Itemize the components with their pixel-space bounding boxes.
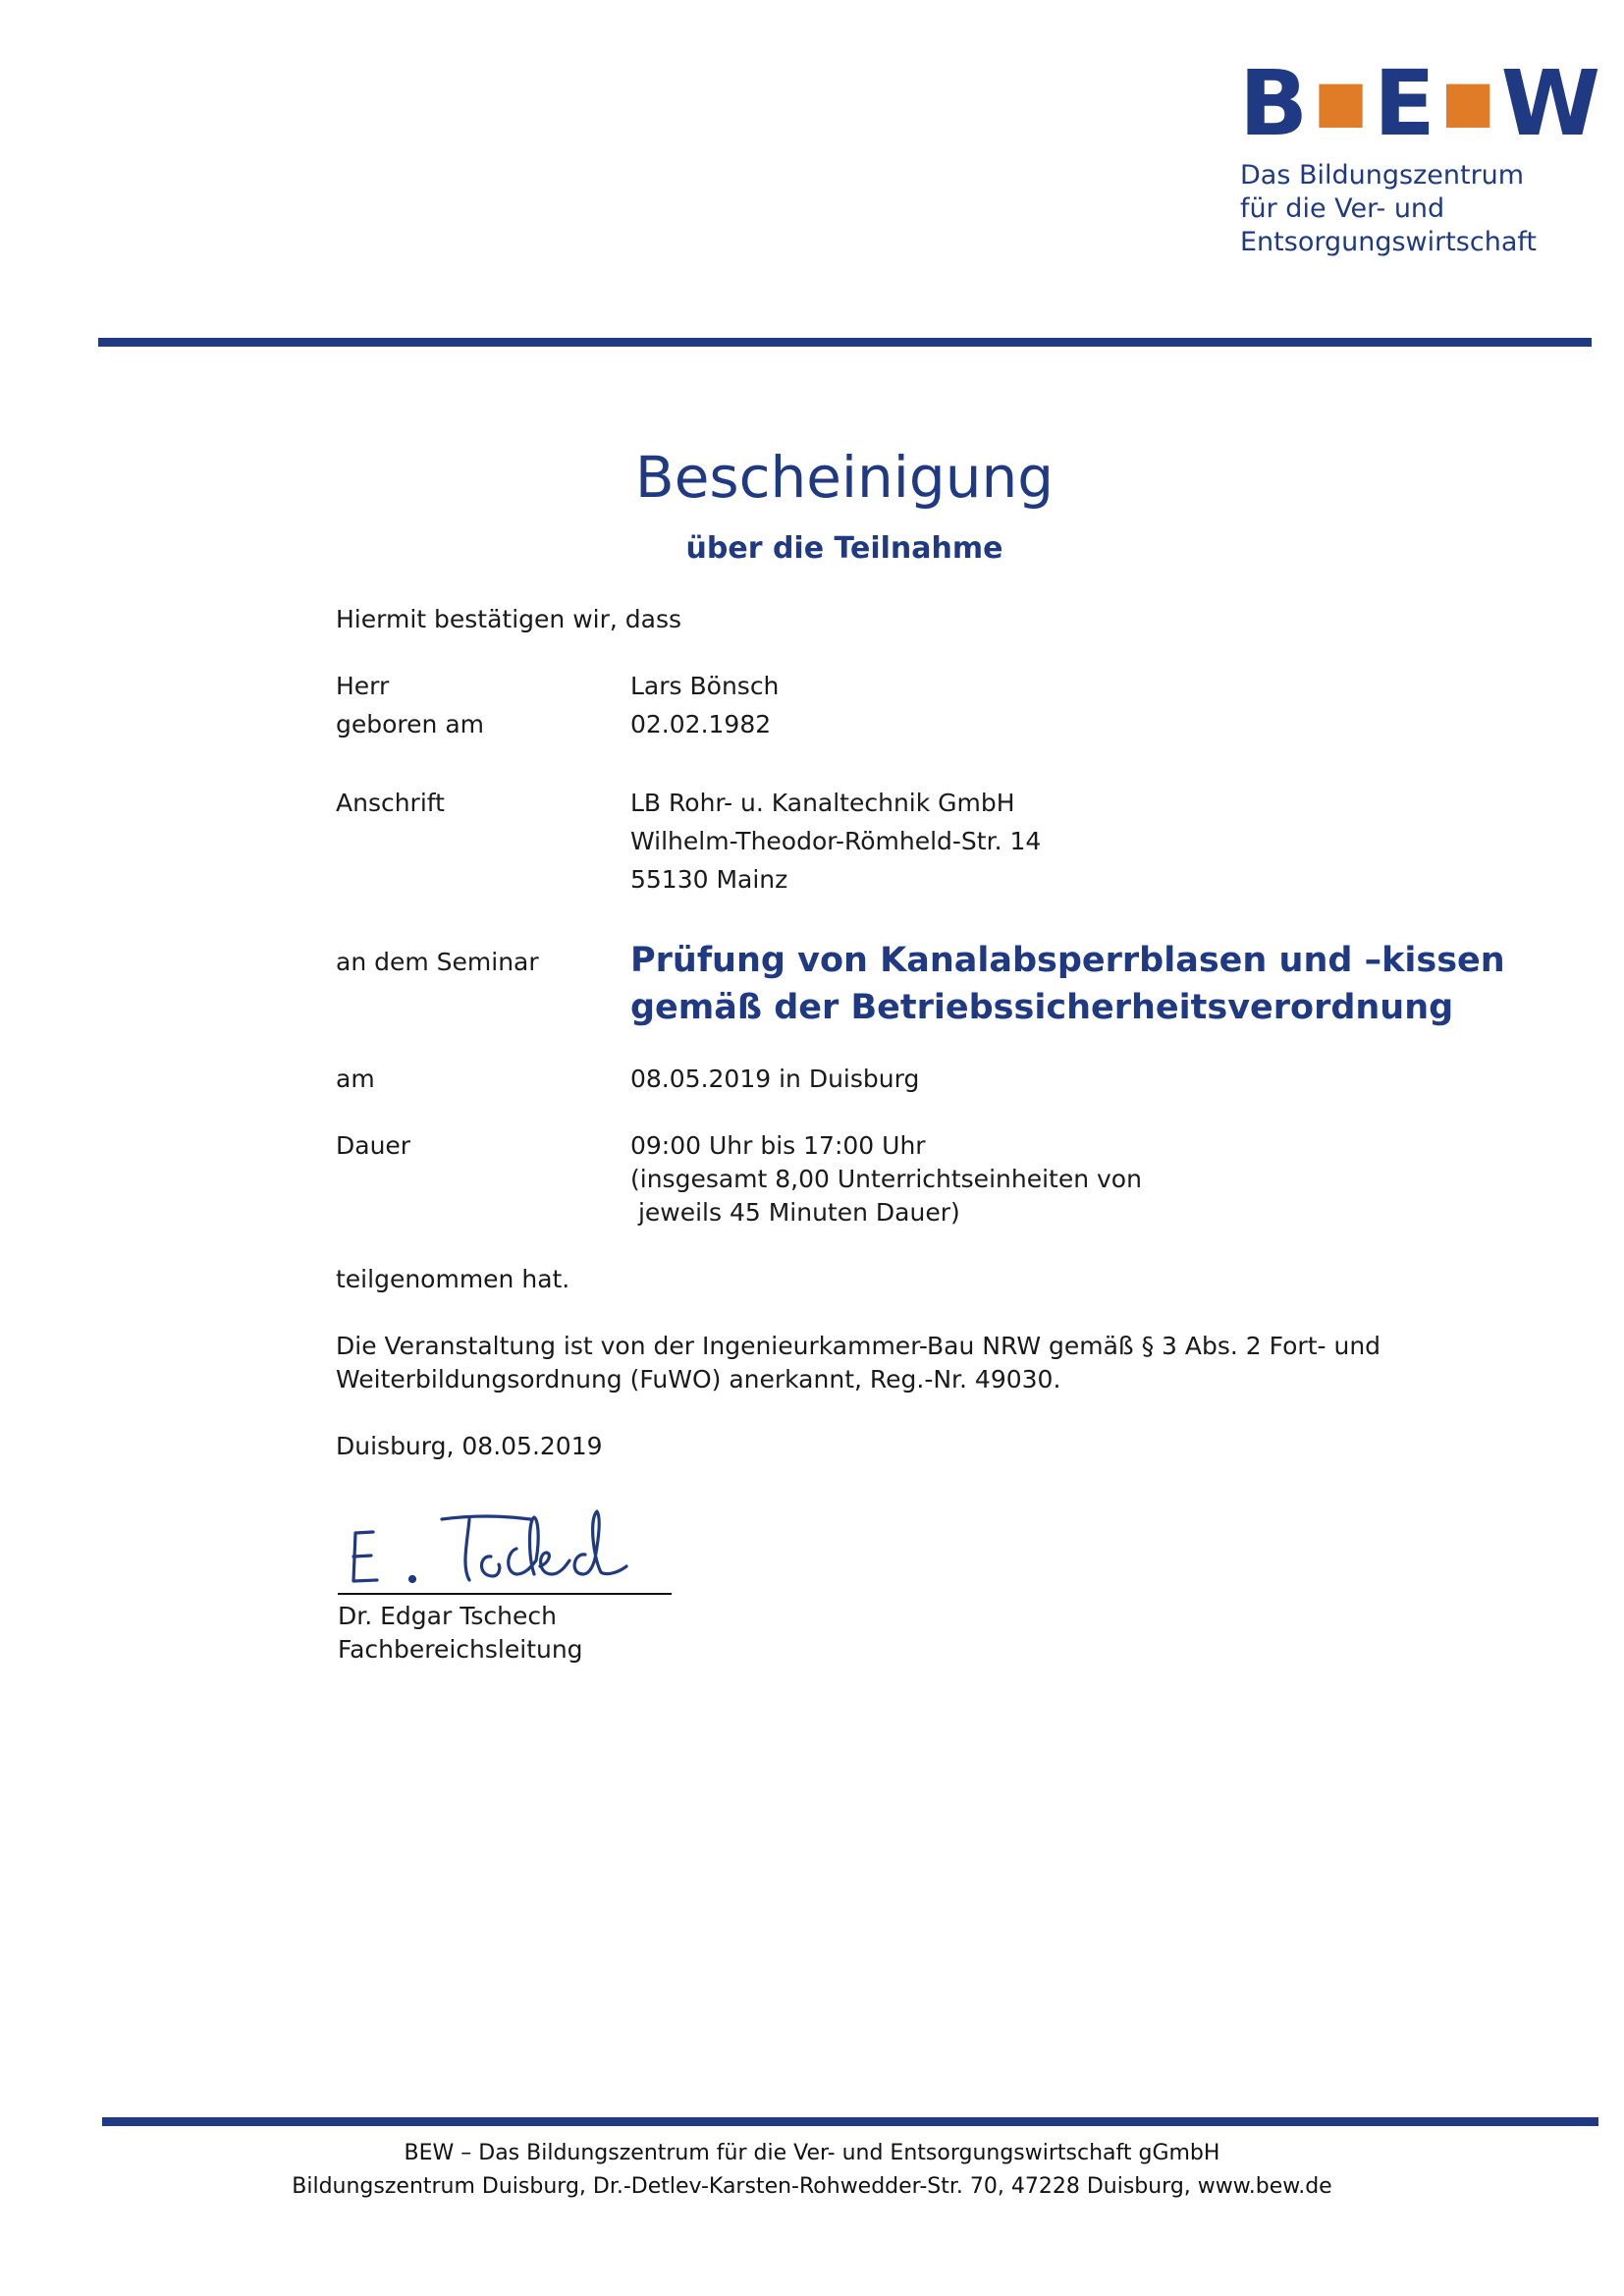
duration-line: 09:00 Uhr bis 17:00 Uhr xyxy=(630,1131,926,1160)
handwritten-signature xyxy=(344,1498,668,1596)
date-value: 08.05.2019 in Duisburg xyxy=(630,1065,920,1093)
intro-text: Hiermit bestätigen wir, dass xyxy=(336,605,682,633)
duration-label: Dauer xyxy=(336,1131,411,1160)
logo-tagline xyxy=(1240,159,1537,259)
recognition-line: Weiterbildungsordnung (FuWO) anerkannt, Reg.-Nr. 49030. xyxy=(336,1365,1061,1394)
footer-divider xyxy=(102,2117,1598,2126)
logo-tagline-line: für die Ver- und xyxy=(1240,193,1445,224)
document-title: Bescheinigung xyxy=(634,444,1055,511)
address-line: Wilhelm-Theodor-Römheld-Str. 14 xyxy=(630,827,1042,855)
document-subtitle: über die Teilnahme xyxy=(685,531,1003,566)
participated-text: teilgenommen hat. xyxy=(336,1265,570,1293)
logo-tagline-line: Entsorgungswirtschaft xyxy=(1240,227,1537,257)
seminar-title-line: Prüfung von Kanalabsperrblasen und –kissen xyxy=(630,941,1505,980)
signatory-name: Dr. Edgar Tschech xyxy=(338,1602,557,1630)
duration-line: (insgesamt 8,00 Unterrichtseinheiten von xyxy=(630,1165,1142,1193)
birth-date: 02.02.1982 xyxy=(630,710,772,738)
header-divider xyxy=(98,338,1592,347)
logo-dot-icon: ■ xyxy=(1440,68,1497,135)
salutation-label: Herr xyxy=(336,672,390,700)
footer-line: BEW – Das Bildungszentrum für die Ver- und Entsorgungswirtschaft gGmbH xyxy=(404,2141,1220,2165)
footer-line: Bildungszentrum Duisburg, Dr.-Detlev-Karsten-Rohwedder-Str. 70, 47228 Duisburg, www.bew.de xyxy=(292,2174,1332,2199)
logo-letter-w: W xyxy=(1500,51,1603,156)
seminar-title xyxy=(630,937,1505,1031)
recognition-line: Die Veranstaltung ist von der Ingenieurkammer-Bau NRW gemäß § 3 Abs. 2 Fort- und xyxy=(336,1332,1381,1360)
logo-letter-e: E xyxy=(1373,51,1437,156)
seminar-label: an dem Seminar xyxy=(336,948,539,976)
bew-logo xyxy=(1239,51,1603,156)
logo-tagline-line: Das Bildungszentrum xyxy=(1240,160,1525,191)
signature-line xyxy=(338,1593,672,1595)
signatory-role: Fachbereichsleitung xyxy=(338,1635,583,1664)
address-line: LB Rohr- u. Kanaltechnik GmbH xyxy=(630,789,1015,817)
address-line: 55130 Mainz xyxy=(630,865,788,894)
birth-label: geboren am xyxy=(336,710,484,738)
date-label: am xyxy=(336,1065,375,1093)
logo-letter-b: B xyxy=(1239,51,1311,156)
logo-dot-icon: ■ xyxy=(1314,68,1370,135)
participant-name: Lars Bönsch xyxy=(630,672,780,700)
address-label: Anschrift xyxy=(336,789,445,817)
duration-line: jeweils 45 Minuten Dauer) xyxy=(630,1198,960,1227)
place-date: Duisburg, 08.05.2019 xyxy=(336,1432,603,1460)
seminar-title-line: gemäß der Betriebssicherheitsverordnung xyxy=(630,988,1454,1027)
